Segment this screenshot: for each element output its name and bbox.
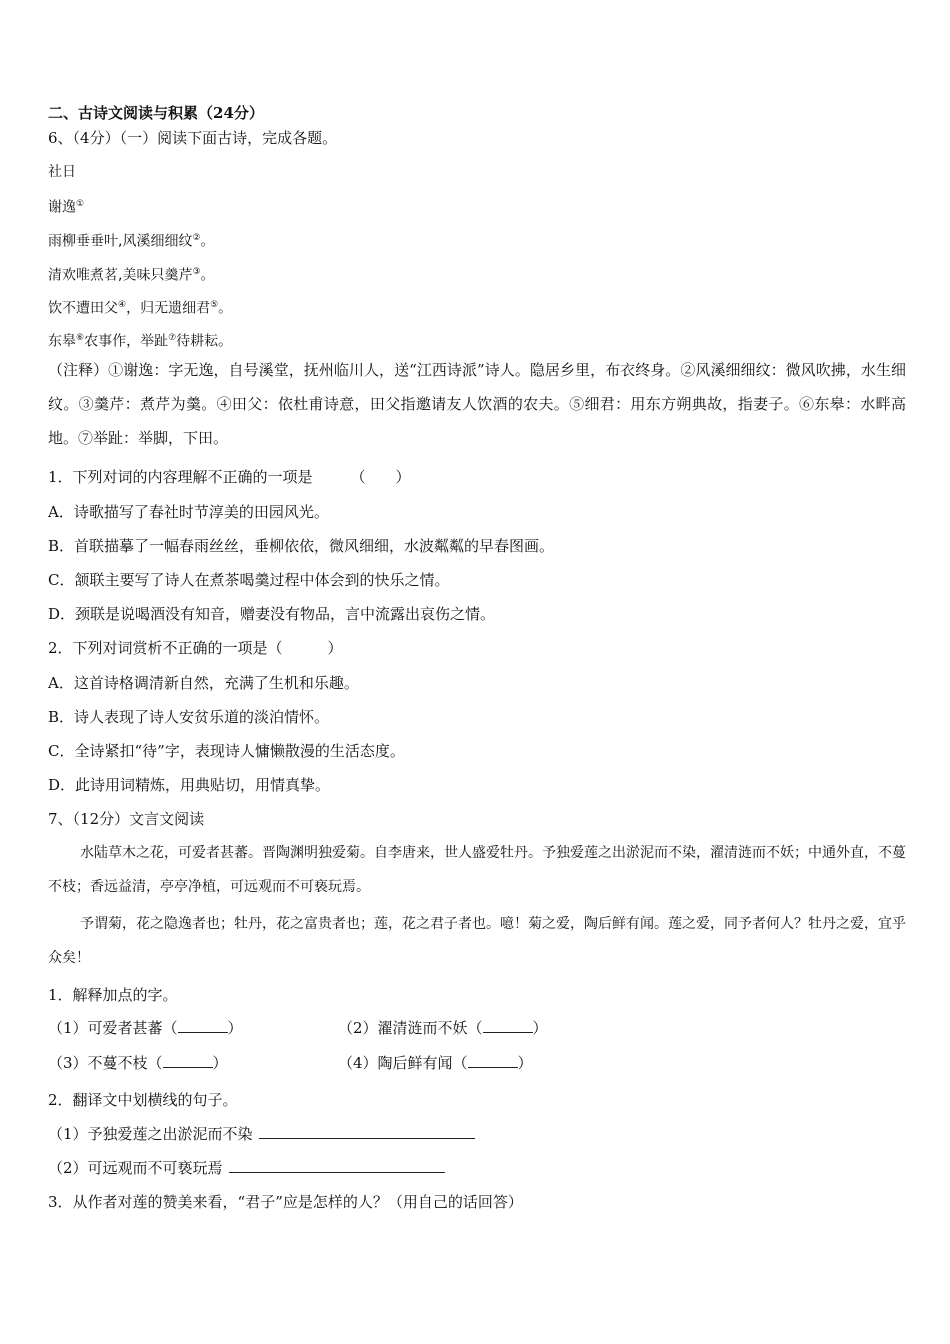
answer-blank[interactable] <box>468 1053 518 1068</box>
q7-sub2-question: 2．翻译文中划横线的句子。 <box>48 1091 238 1109</box>
q6-header: 6、（4分）（一）阅读下面古诗，完成各题。 <box>48 129 338 147</box>
poem-line: 东皋⑥农事作，举趾⑦待耕耘。 <box>48 333 233 350</box>
translation-item: （1）予独爱莲之出淤泥而不染 <box>48 1124 475 1144</box>
definition-item: （2）濯清涟而不妖（ ） <box>338 1019 548 1037</box>
option-d: D．颈联是说喝酒没有知音，赠妻没有物品，言中流露出哀伤之情。 <box>48 605 496 623</box>
q6-sub1-question: 1．下列对词的内容理解不正确的一项是 （ ） <box>48 468 411 486</box>
option-b: B．首联描摹了一幅春雨丝丝，垂柳依依，微风细细，水波粼粼的早春图画。 <box>48 537 555 555</box>
passage-paragraph-1: 水陆草木之花，可爱者甚蕃。晋陶渊明独爱菊。自李唐来，世人盛爱牡丹。予独爱莲之出淤泥而不染，濯清涟而不妖；中通外直，不蔓不枝；香远益清，亭亭净植，可远观而不可亵玩焉。 <box>48 845 906 895</box>
q7-sub3-question: 3．从作者对莲的赞美来看，“君子”应是怎样的人？（用自己的话回答） <box>48 1193 523 1211</box>
answer-blank[interactable] <box>163 1053 213 1068</box>
option-b: B．诗人表现了诗人安贫乐道的淡泊情怀。 <box>48 708 330 726</box>
translation-item: （2）可远观而不可亵玩焉 <box>48 1158 445 1178</box>
q6-sub2-question: 2．下列对词赏析不正确的一项是（ ） <box>48 639 343 657</box>
poem-notes: （注释）①谢逸：字无逸，自号溪堂，抚州临川人，送“江西诗派”诗人。隐居乡里，布衣终身。②风溪细细纹：微风吹拂，水生细纹。③羹芹：煮芹为羹。④田父：依杜甫诗意，田父指邀请友人饮酒的农夫。⑤细君：用东方朔典故，指妻子。⑥东皋：水畔高地。⑦举趾：举脚，下田。 <box>48 361 906 447</box>
definition-item: （1）可爱者甚蕃（ ） <box>48 1019 243 1037</box>
poem-title: 社日 <box>48 164 76 180</box>
q7-header: 7、（12分）文言文阅读 <box>48 810 205 828</box>
answer-line[interactable] <box>259 1124 475 1139</box>
answer-blank[interactable] <box>483 1018 533 1033</box>
option-c: C．全诗紧扣“待”字，表现诗人慵懒散漫的生活态度。 <box>48 742 405 760</box>
poem-line: 饮不遭田父④，归无遗细君⑤。 <box>48 300 233 317</box>
option-c: C．颔联主要写了诗人在煮茶喝羹过程中体会到的快乐之情。 <box>48 571 450 589</box>
poem-author: 谢逸① <box>48 199 85 216</box>
answer-blank[interactable] <box>178 1018 228 1033</box>
poem-line: 雨柳垂垂叶,风溪细细纹②。 <box>48 233 215 250</box>
q7-sub1-question: 1．解释加点的字。 <box>48 986 178 1004</box>
option-a: A．这首诗格调清新自然，充满了生机和乐趣。 <box>48 674 359 692</box>
passage-paragraph-2: 予谓菊，花之隐逸者也；牡丹，花之富贵者也；莲，花之君子者也。噫！菊之爱，陶后鲜有闻。莲之爱，同予者何人？牡丹之爱，宜乎众矣！ <box>48 916 906 966</box>
section-title: 二、古诗文阅读与积累（24分） <box>48 104 264 122</box>
answer-line[interactable] <box>229 1158 445 1173</box>
poem-line: 清欢唯煮茗,美味只羹芹③。 <box>48 267 215 284</box>
definition-item: （4）陶后鲜有闻（ ） <box>338 1054 533 1072</box>
option-d: D．此诗用词精炼，用典贴切，用情真挚。 <box>48 776 331 794</box>
definition-item: （3）不蔓不枝（ ） <box>48 1054 228 1072</box>
option-a: A．诗歌描写了春社时节淳美的田园风光。 <box>48 503 329 521</box>
